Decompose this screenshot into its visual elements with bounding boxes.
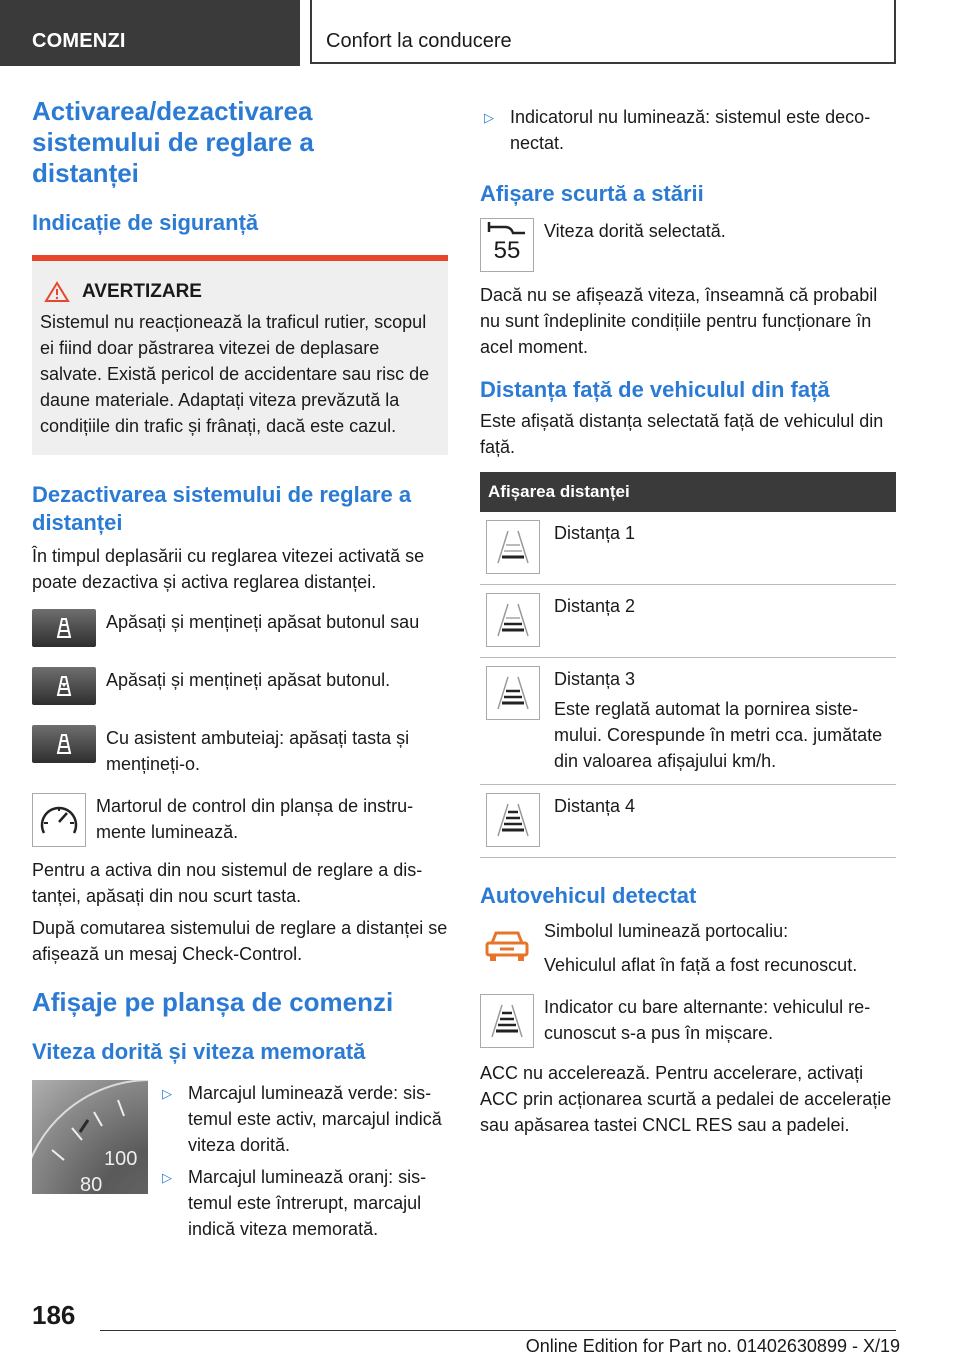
check-control-paragraph: După comutarea sistemului de reglare a distanței se afișează un mesaj Check-Control. [32, 918, 448, 964]
distance-1-icon [486, 520, 540, 574]
gauge-label-80: 80 [80, 1174, 103, 1194]
right-column [480, 104, 896, 1138]
bullet-green [162, 1080, 448, 1158]
speed-bullets [162, 1080, 448, 1242]
distance-1-cell [554, 520, 635, 574]
distance-2-icon [486, 593, 540, 647]
deactivation-text: În timpul deplasării cu reglarea vitezei activată se poate dezactiva și activa reglarea distanței. [32, 546, 425, 592]
bullet-green-text: Marcajul luminează verde: sistemul este activ, marcajul indică viteza dorită. [188, 1083, 442, 1155]
table-row [480, 785, 896, 858]
section-title: COMENZI [32, 30, 126, 52]
distance-3-cell [554, 666, 896, 774]
reactivate-paragraph: Pentru a activa din nou sistemul de reglare a distanței, apăsați din nou scurt tasta. [32, 860, 423, 906]
distance-3-icon [486, 666, 540, 720]
status-paragraph: Dacă nu se afișează viteza, înseamnă că probabil nu sunt îndeplinite condițiile pentru funcționare în acel moment. [480, 285, 878, 357]
distance-3-desc: Este reglată automat la pornirea sistemului. Corespunde în metri cca. jumătate din valoarea afișajului km/h. [554, 699, 883, 771]
bullet-off [480, 104, 896, 156]
distance-down-button-icon [32, 667, 96, 705]
table-row [480, 585, 896, 658]
bullet-orange-text: Marcajul luminează oranj: sistemul este întrerupt, marcajul indică viteza memorată. [188, 1167, 427, 1239]
vehicle-heading: Autovehicul detectat [480, 883, 697, 908]
warning-title-row [44, 281, 440, 303]
bars-row [480, 994, 896, 1048]
button-row-2 [32, 667, 448, 705]
warning-box [32, 255, 448, 455]
set-speed-icon [480, 218, 534, 272]
distance-1-title: Distanța 1 [554, 523, 636, 543]
displays-heading: Afișaje pe planșa de comenzi [32, 987, 394, 1017]
car-detected-icon [480, 918, 534, 972]
traffic-jam-button-icon [32, 725, 96, 763]
status-text: Viteza dorită selectată. [544, 221, 726, 241]
vehicle-row [480, 918, 896, 978]
speedometer-gauge-image [32, 1080, 148, 1194]
warning-title: AVERTIZARE [82, 281, 202, 302]
distance-2-title: Distanța 2 [554, 596, 636, 616]
speed-section [32, 1080, 448, 1242]
deactivation-heading: Dezactivarea sistemului de reglare a distanței [32, 482, 412, 535]
indicator-text: Martorul de control din planșa de instrumente luminează. [96, 796, 414, 842]
safety-heading: Indicație de siguranță [32, 210, 259, 235]
distance-text: Este afișată distanța selectată față de vehiculul din față. [480, 411, 884, 457]
warning-text: Sistemul nu reacționează la traficul rutier, scopul ei fiind doar păstrarea vitezei de deplasare salvate. Există pericol de accidentare sau risc de daune materiale. Adaptați viteza prevăzută la condițiile din trafic și frânați, dacă este cazul. [40, 312, 430, 436]
warning-triangle-icon [44, 281, 70, 303]
button-row-3-text: Cu asistent ambuteiaj: apăsați tasta și mențineți-o. [106, 728, 410, 774]
page-header [0, 0, 960, 66]
speedometer-indicator-icon [32, 793, 86, 847]
bullet-triangle-icon: ▷ [484, 110, 494, 125]
bullet-orange [162, 1164, 448, 1242]
vehicle-text-block [544, 918, 857, 978]
indicator-row [32, 793, 448, 847]
table-row [480, 658, 896, 785]
status-heading: Afișare scurtă a stării [480, 181, 704, 206]
set-speed-value: 55 [493, 237, 521, 264]
speed-heading: Viteza dorită și viteza memorată [32, 1039, 366, 1064]
button-row-2-text: Apăsați și mențineți apăsat butonul. [106, 670, 391, 690]
section-heading-activation: Activarea/dezactivarea sistemului de reglare a distanței [32, 96, 314, 188]
distance-2-cell [554, 593, 635, 647]
table-header: Afișarea distanței [480, 472, 896, 512]
footer-divider [100, 1330, 896, 1331]
page-number: 186 [32, 1300, 76, 1330]
bullet-triangle-icon: ▷ [162, 1170, 172, 1185]
distance-heading: Distanța față de vehiculul din față [480, 377, 830, 402]
edition-note: Online Edition for Part no. 01402630899 - X/19 [525, 1336, 900, 1356]
gauge-label-100: 100 [104, 1148, 138, 1170]
distance-4-cell [554, 793, 635, 847]
section-tab [0, 0, 300, 66]
left-column [32, 96, 448, 1242]
button-row-1 [32, 609, 448, 647]
distance-4-title: Distanța 4 [554, 796, 636, 816]
status-row [480, 218, 896, 272]
distance-3-title: Distanța 3 [554, 669, 636, 689]
alternating-bars-icon [480, 994, 534, 1048]
bullet-triangle-icon: ▷ [162, 1086, 172, 1101]
button-row-1-text: Apăsați și mențineți apăsat butonul sau [106, 612, 420, 632]
acc-paragraph: ACC nu accelerează. Pentru accelerare, activați ACC prin acționarea scurtă a pedalei de accelerație sau apăsarea tastei CNCL RES sau a padelei. [480, 1063, 892, 1135]
chapter-tab [310, 0, 896, 64]
distance-4-icon [486, 793, 540, 847]
table-row [480, 512, 896, 585]
vehicle-text-2: Vehiculul aflat în față a fost recunoscut. [544, 955, 858, 975]
distance-button-icon [32, 609, 96, 647]
distance-table [480, 472, 896, 858]
chapter-title: Confort la conducere [326, 30, 512, 52]
bars-text: Indicator cu bare alternante: vehiculul recunoscut s-a pus în mișcare. [544, 997, 871, 1043]
bullet-off-text: Indicatorul nu luminează: sistemul este deconectat. [510, 107, 871, 153]
vehicle-text-1: Simbolul luminează portocaliu: [544, 921, 789, 941]
button-row-3 [32, 725, 448, 777]
